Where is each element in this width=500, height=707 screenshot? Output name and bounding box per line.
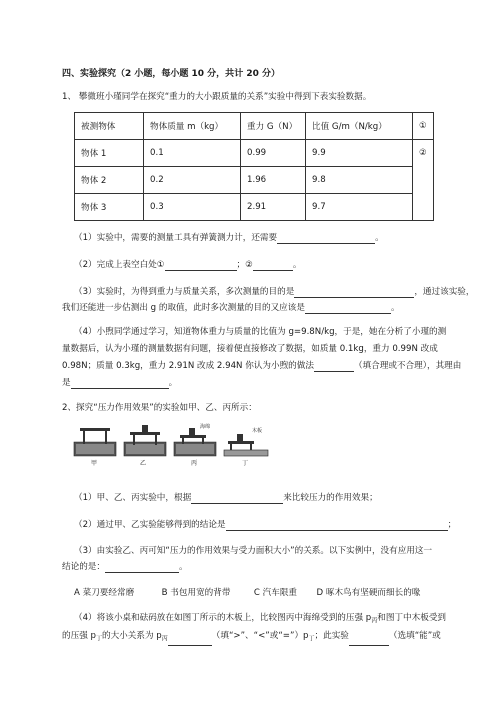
table-row <box>75 140 434 167</box>
answer-blank[interactable] <box>253 260 293 271</box>
q2-part4-text: （选填“能”或 <box>388 631 441 641</box>
answer-blank[interactable] <box>71 378 169 389</box>
table-row <box>75 167 434 194</box>
q1-part4-line3 <box>62 360 461 372</box>
sponge-label: 海绵 <box>200 424 211 430</box>
q1-intro: 1、 攀微班小瑾同学在探究“重力的大小跟质量的关系”实验中得到下表实验数据。 <box>62 92 372 102</box>
q2-options <box>74 587 420 599</box>
q2-part4-text: （填“>”、“<”或“=”）p <box>211 631 309 641</box>
q1-part3-end: 。 <box>390 303 400 313</box>
subscript: 丁 <box>308 635 315 643</box>
q2-part4-text: 的压强 p <box>62 631 96 641</box>
subscript: 丁 <box>95 635 102 643</box>
q1-part3-line1 <box>74 286 474 298</box>
figure-panel-ding <box>224 427 268 467</box>
q2-part4-text: ；此实验 <box>314 631 349 641</box>
table-cell: 0.3 <box>144 194 241 221</box>
answer-blank[interactable] <box>277 233 375 244</box>
table-header: 物体质量 m（kg） <box>144 113 241 140</box>
q1-part4-end: 。 <box>168 378 178 388</box>
q2-part3-text: 结论的是： <box>62 562 105 572</box>
table-cell: 9.9 <box>306 140 413 167</box>
answer-blank[interactable] <box>191 493 283 504</box>
q1-part3-text: ，通过该实验， <box>414 287 475 297</box>
pressure-experiment-figure <box>72 420 272 470</box>
data-table <box>74 112 434 221</box>
q1-part3-line2 <box>62 302 400 314</box>
q1-part3-text: （3）实验时，为得到重力与质量关系，多次测量的目的是 <box>74 287 295 297</box>
figure-label: 丁 <box>242 460 249 467</box>
answer-blank[interactable] <box>294 287 414 298</box>
table-header: 重力 G（N） <box>241 113 306 140</box>
q2-part1 <box>74 492 378 504</box>
q1-part4-line2: 量数据后，认为小瑾的测量数据有问题，接着便直接修改了数据，如质量 0.1kg，重力 0.99N 改成 <box>62 344 438 354</box>
table-cell: 物体 1 <box>75 140 144 167</box>
figure-label: 乙 <box>140 460 147 467</box>
table-cell: 0.99 <box>241 140 306 167</box>
table-cell: 1.96 <box>241 167 306 194</box>
table-cell: 物体 3 <box>75 194 144 221</box>
option-c: C 汽车限重 <box>253 588 298 598</box>
board-label: 木板 <box>252 428 263 434</box>
table-header: 比值 G/m（N/kg） <box>306 113 413 140</box>
answer-blank[interactable] <box>105 562 179 573</box>
q1-part4-text: 0.98N；质量 0.3kg，重力 2.91N 改成 2.94N 你认为小煦的做法 <box>62 361 314 371</box>
q1-part2-text: ；② <box>236 260 253 270</box>
subscript: 丙 <box>371 617 378 625</box>
q1-part1-text: （1）实验中，需要的测量工具有弹簧测力计，还需要 <box>74 233 278 243</box>
q2-part2-end: ； <box>447 520 457 530</box>
q2-part4-text: 和图丁中木板受到 <box>377 613 447 623</box>
q1-part2 <box>74 259 301 271</box>
q1-part2-text: （2）完成上表空白处① <box>74 260 165 270</box>
answer-blank[interactable] <box>165 260 237 271</box>
q2-part2 <box>74 519 456 531</box>
q1-part4-text: （填合理或不合理），其理由 <box>353 361 462 371</box>
subscript: 丙 <box>161 635 168 643</box>
q2-part3-end: 。 <box>178 562 188 572</box>
table-cell: ② <box>413 140 434 221</box>
figure-label: 丙 <box>191 460 198 467</box>
option-d: D 啄木鸟有坚硬而细长的喙 <box>316 588 421 598</box>
q1-part2-end: 。 <box>292 260 302 270</box>
figure-panel-bing <box>174 423 216 467</box>
answer-blank[interactable] <box>314 361 354 372</box>
q2-part4-line1 <box>74 612 446 628</box>
q2-part4-line2 <box>62 630 441 646</box>
table-header: 被测物体 <box>75 113 144 140</box>
q1-part3-text: 我们还能进一步估测出 g 的取值，此时多次测量的目的又应该是 <box>62 303 305 313</box>
q1-part4-text: 是 <box>62 378 71 388</box>
answer-blank[interactable] <box>226 520 448 531</box>
q2-part3-line1: （3）由实验乙、丙可知“压力的作用效果与受力面积大小”的关系。以下实例中，没有应用这一 <box>74 546 433 556</box>
table-header-row <box>75 113 434 140</box>
option-a: A 菜刀要经常磨 <box>74 588 135 598</box>
figure-panel-yi <box>124 425 166 467</box>
q1-part4-line1: （4）小煦同学通过学习，知道物体重力与质量的比值为 g=9.8N/kg，于是，她在分析了小瑾的测 <box>74 327 447 337</box>
answer-blank[interactable] <box>168 635 212 646</box>
figure-label: 甲 <box>91 460 98 467</box>
figure-panel-jia <box>74 428 116 467</box>
table-cell: 0.2 <box>144 167 241 194</box>
table-cell: 物体 2 <box>75 167 144 194</box>
q1-part1-end: 。 <box>375 233 384 243</box>
table-cell: 0.1 <box>144 140 241 167</box>
section-title: 四、实验探究（2 小题，每小题 10 分，共计 20 分） <box>62 69 280 79</box>
q2-part4-text: 的大小关系为 p <box>101 631 162 641</box>
table-cell: 2.91 <box>241 194 306 221</box>
table-row <box>75 194 434 221</box>
table-cell: 9.8 <box>306 167 413 194</box>
q1-part1 <box>74 232 384 244</box>
q2-part1-text: 来比较压力的作用效果； <box>283 493 378 503</box>
q2-part2-text: （2）通过甲、乙实验能够得到的结论是 <box>74 520 226 530</box>
option-b: B 书包用宽的背带 <box>161 588 231 598</box>
q1-part4-line4 <box>62 377 177 389</box>
q2-part4-text: （4）将该小桌和砝码放在如图丁所示的木板上，比较图丙中海绵受到的压强 p <box>74 613 372 623</box>
table-header: ① <box>413 113 434 140</box>
answer-blank[interactable] <box>349 635 389 646</box>
q2-intro: 2、探究“压力作用效果”的实验如甲、乙、丙所示： <box>62 403 257 413</box>
q2-part1-text: （1）甲、乙、丙实验中，根据 <box>74 493 192 503</box>
table-cell: 9.7 <box>306 194 413 221</box>
q2-part3-line2 <box>62 561 188 573</box>
answer-blank[interactable] <box>305 303 391 314</box>
